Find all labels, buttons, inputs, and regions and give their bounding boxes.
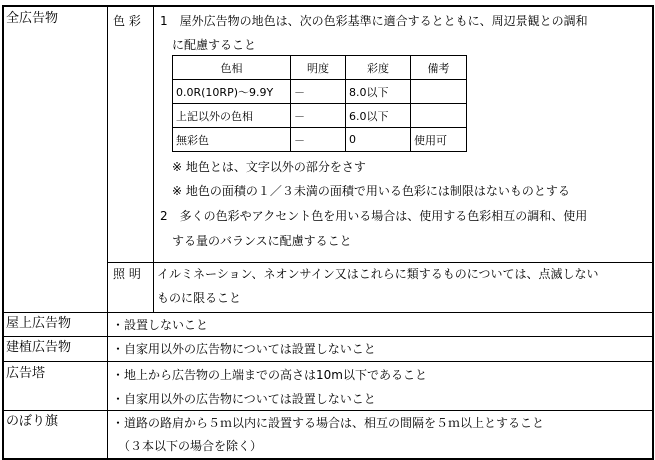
table-row	[173, 104, 467, 128]
cell-remarks	[411, 80, 467, 104]
row-divider	[2, 336, 652, 337]
row-label-rooftop: 屋上広告物	[6, 316, 72, 331]
color-standard-table	[172, 55, 467, 152]
column-divider	[107, 5, 108, 458]
rooftop-line: ・設置しないこと	[112, 318, 209, 332]
color-note2: ※ 地色の面積の１／３未満の面積で用いる色彩には制限はないものとする	[172, 184, 570, 198]
header-hue: 色相	[173, 56, 291, 80]
table-header-row	[173, 56, 467, 80]
row-divider	[2, 361, 652, 362]
cell-hue: 無彩色	[173, 128, 291, 152]
header-value: 明度	[291, 56, 346, 80]
subrow-label-lighting: 照 明	[113, 267, 141, 281]
row-label-tower: 広告塔	[6, 366, 46, 381]
column-divider	[153, 5, 154, 312]
cell-remarks	[411, 104, 467, 128]
cell-value: －	[291, 104, 346, 128]
tower-line2: ・自家用以外の広告物については設置しないこと	[112, 392, 376, 406]
header-chroma: 彩度	[346, 56, 411, 80]
subrow-label-color: 色 彩	[113, 14, 141, 28]
lighting-line1: イルミネーション、ネオンサイン又はこれらに類するものについては、点滅しない	[157, 267, 599, 281]
header-remarks: 備考	[411, 56, 467, 80]
cell-chroma: 8.0以下	[346, 80, 411, 104]
row-label-building: 建植広告物	[6, 340, 72, 355]
building-line: ・自家用以外の広告物については設置しないこと	[112, 342, 376, 356]
cell-chroma: 0	[346, 128, 411, 152]
cell-hue: 上記以外の色相	[173, 104, 291, 128]
color-item2-line1: 2 多くの色彩やアクセント色を用いる場合は、使用する色彩相互の調和、使用	[160, 209, 588, 223]
lighting-line2: ものに限ること	[157, 291, 242, 305]
table-row	[173, 128, 467, 152]
cell-value: －	[291, 128, 346, 152]
row-label-all: 全広告物	[6, 11, 59, 26]
cell-chroma: 6.0以下	[346, 104, 411, 128]
cell-value: －	[291, 80, 346, 104]
banner-line2: （３本以下の場合を除く）	[118, 439, 263, 453]
color-item1-line2: に配慮すること	[172, 38, 257, 52]
cell-hue: 0.0R(10RP)～9.9Y	[173, 80, 291, 104]
row-divider	[2, 312, 652, 313]
cell-remarks: 使用可	[411, 128, 467, 152]
color-note1: ※ 地色とは、文字以外の部分をさす	[172, 160, 366, 174]
table-row	[173, 80, 467, 104]
row-label-banner: のぼり旗	[6, 414, 59, 429]
row-divider	[107, 262, 652, 263]
color-item2-line2: する量のバランスに配慮すること	[172, 234, 352, 248]
row-divider	[2, 410, 652, 411]
tower-line1: ・地上から広告物の上端までの高さは10m以下であること	[112, 368, 427, 382]
color-item1-line1: 1 屋外広告物の地色は、次の色彩基準に適合するとともに、周辺景観との調和	[160, 14, 588, 28]
banner-line1: ・道路の路肩から５ｍ以内に設置する場合は、相互の間隔を５ｍ以上とすること	[112, 416, 545, 430]
